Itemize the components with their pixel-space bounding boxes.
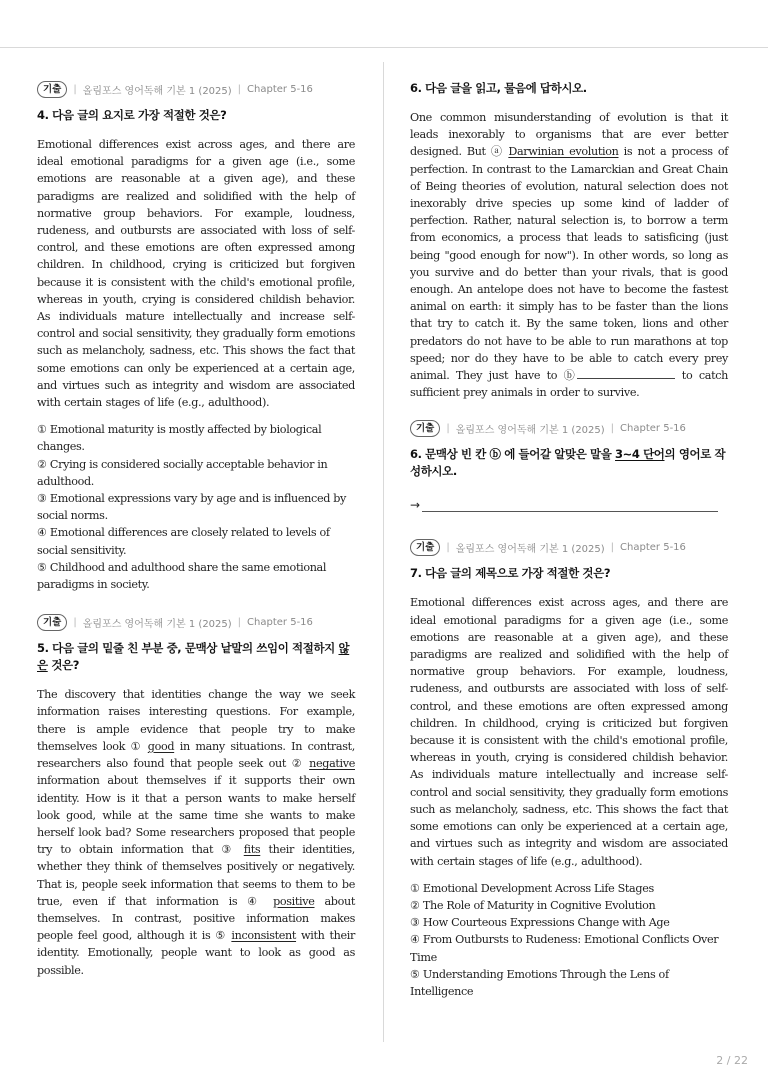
- q7-option-5[interactable]: ⑤ Understanding Emotions Through the Lens of Intelligence: [410, 967, 669, 998]
- q4-source: 기출 | 올림포스 영어독해 기본 1 (2025) | Chapter 5-16: [37, 80, 355, 98]
- q4-option-4[interactable]: ④ Emotional differences are closely related to levels of social sensitivity.: [37, 526, 330, 557]
- underlined-word-4: positive: [273, 894, 315, 908]
- underlined-word-5: inconsistent: [231, 929, 297, 943]
- exam-badge: 기출: [410, 539, 440, 556]
- header-rule: [0, 47, 768, 48]
- source-book: 올림포스 영어독해 기본 1 (2025): [82, 85, 232, 97]
- q5-passage: The discovery that identities change the way we seek information raises interesting questions. For example, there is ample evidence that people try to make themselves look ① good in many situations. In contrast, researchers also found that people seek out ② negative information about themselves if it supports their own identity. How is it that a person wants to make herself look good, while at the same time she wants to make herself look bad? Some researchers proposed that people try to obtain information that ③ fits their identities, whether they think of themselves positively or negatively. That is, people seek information that seems to them to be true, even if that information is ④ positive about themselves. In contrast, positive information makes people feel good, although it is ⑤ inconsistent with their identity. Emotionally, people want to look as good as possible.: [37, 688, 355, 977]
- q6-passage: One common misunderstanding of evolution is that it leads inexorably to organisms that are ever better designed. But ⓐ Darwinian evolution is not a process of perfection. In contrast to the Lamarckian and Great Chain of Being theories of evolution, natural selection does not inexorably drive species up some kind of ladder of perfection. Rather, natural selection is, to borrow a term from economics, a process that leads to satisficing (just being "good enough for now"). In other words, so long as you survive and do better than your rivals, that is good enough. An antelope does not have to become the fastest animal on earth: it simply has to be faster than the lions that try to catch it. By the same token, lions and other predators do not have to be able to run marathons at top speed; nor do they have to be able to catch every prey animal. They just have to ⓑ to catch sufficient prey animals in order to survive.: [410, 111, 729, 400]
- q5-title: 5. 다음 글의 밑줄 친 부분 중, 문맥상 낱말의 쓰임이 적절하지 않은 것은?: [37, 641, 350, 673]
- source-book: 올림포스 영어독해 기본 1 (2025): [82, 618, 232, 630]
- q7-option-3[interactable]: ③ How Courteous Expressions Change with Age: [410, 916, 670, 930]
- q6-source: 기출 | 올림포스 영어독해 기본 1 (2025) | Chapter 5-16: [410, 419, 728, 437]
- q6-passage-title: 6. 다음 글을 읽고, 물음에 답하시오.: [410, 81, 587, 95]
- source-chapter: Chapter 5-16: [620, 422, 686, 434]
- q4-title: 4. 다음 글의 요지로 가장 적절한 것은?: [37, 108, 227, 122]
- underlined-word-2: negative: [309, 757, 355, 771]
- q7-option-1[interactable]: ① Emotional Development Across Life Stages: [410, 881, 654, 895]
- left-column: [37, 80, 355, 989]
- q4-option-5[interactable]: ⑤ Childhood and adulthood share the same emotional paradigms in society.: [37, 560, 327, 592]
- column-divider: [383, 62, 384, 1042]
- q4-options: [37, 421, 355, 593]
- source-chapter: Chapter 5-16: [247, 616, 313, 628]
- underlined-phrase-a: Darwinian evolution: [508, 145, 619, 159]
- source-chapter: Chapter 5-16: [247, 83, 313, 95]
- q7-option-4[interactable]: ④ From Outbursts to Rudeness: Emotional Conflicts Over Time: [410, 933, 719, 964]
- page-number: 2 / 22: [716, 1054, 748, 1067]
- q7-title: 7. 다음 글의 제목으로 가장 적절한 것은?: [410, 566, 611, 581]
- underlined-word-3: fits: [243, 843, 261, 857]
- right-column: [410, 80, 728, 1020]
- blank-b: [577, 367, 675, 379]
- q6-answer-line[interactable]: [410, 492, 728, 512]
- source-book: 올림포스 영어독해 기본 1 (2025): [455, 543, 605, 555]
- exam-badge: 기출: [37, 81, 67, 98]
- q5-source: 기출 | 올림포스 영어독해 기본 1 (2025) | Chapter 5-16: [37, 613, 355, 631]
- answer-input-line[interactable]: [422, 499, 718, 512]
- exam-badge: 기출: [37, 614, 67, 631]
- q7-source: 기출 | 올림포스 영어독해 기본 1 (2025) | Chapter 5-16: [410, 538, 728, 556]
- q4-passage: Emotional differences exist across ages, and there are ideal emotional paradigms for a given age (i.e., some emotions are reasonable at a given age), and these paradigms are realized and solidified with the help of normative group behaviors. For example, loudness, rudeness, and outbursts are associated with loss of self-control, and these emotions are often expressed among children. In childhood, crying is criticized but forgiven because it is consistent with the child's emotional profile, whereas in youth, crying is considered childish behavior. As individuals mature intellectually and increase self-control and social sensitivity, they gradually form emotions such as melancholy, sadness, etc. This shows the fact that some emotions can only be experienced at a certain age, and virtues such as integrity and wisdom are associated with certain stages of life (e.g., adulthood).: [37, 138, 355, 410]
- q7-option-2[interactable]: ② The Role of Maturity in Cognitive Evolution: [410, 898, 656, 912]
- exam-badge: 기출: [410, 420, 440, 437]
- source-book: 올림포스 영어독해 기본 1 (2025): [455, 424, 605, 436]
- underlined-word-1: good: [147, 739, 175, 753]
- q4-option-1[interactable]: ① Emotional maturity is mostly affected by biological changes.: [37, 423, 322, 454]
- q6-title: 6. 문맥상 빈 칸 ⓑ 에 들어갈 알맞은 말을 3~4 단어의 영어로 작성하시오.: [410, 447, 726, 479]
- q7-options: [410, 880, 728, 1000]
- source-chapter: Chapter 5-16: [620, 541, 686, 553]
- q7-passage: Emotional differences exist across ages, and there are ideal emotional paradigms for a given age (i.e., some emotions are reasonable at a given age), and these paradigms are realized and solidified with the help of normative group behaviors. For example, loudness, rudeness, and outbursts are associated with loss of self-control, and these emotions are often expressed among children. In childhood, crying is criticized but forgiven because it is consistent with the child's emotional profile, whereas in youth, crying is considered childish behavior. As individuals mature intellectually and increase self-control and social sensitivity, they gradually form emotions such as melancholy, sadness, etc. This shows the fact that some emotions can only be experienced at a certain age, and virtues such as integrity and wisdom are associated with certain stages of life (e.g., adulthood).: [410, 596, 728, 868]
- arrow-icon: →: [410, 498, 421, 513]
- q4-option-2[interactable]: ② Crying is considered socially acceptable behavior in adulthood.: [37, 457, 328, 488]
- q4-option-3[interactable]: ③ Emotional expressions vary by age and is influenced by social norms.: [37, 492, 347, 523]
